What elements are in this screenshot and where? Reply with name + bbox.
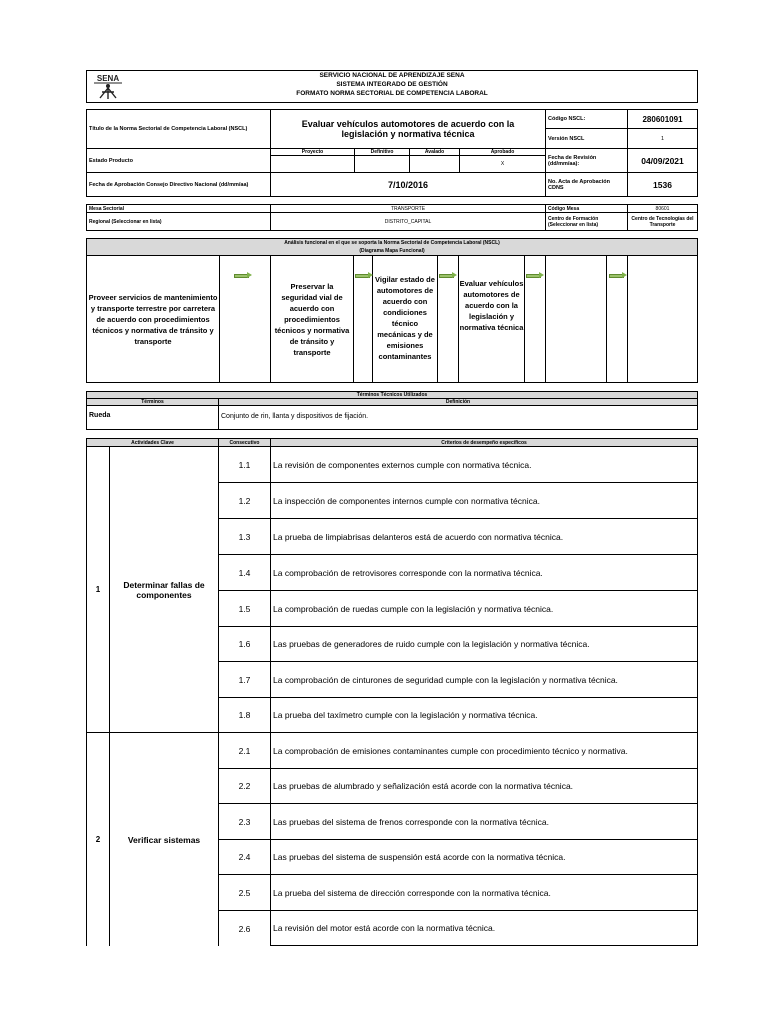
sena-logo-text: SENA bbox=[96, 74, 120, 83]
map-divider bbox=[545, 255, 546, 383]
acto-value: 1536 bbox=[627, 172, 698, 197]
group-1-number: 1 bbox=[86, 446, 110, 733]
map-divider bbox=[353, 255, 354, 383]
map-box-1: Proveer servicios de mantenimiento y transporte terrestre por carretera de acuerdo con procedimientos técnicos y normativa de tránsito y transporte bbox=[88, 292, 218, 346]
analisis-title-2: (Diagrama Mapa Funcional) bbox=[359, 248, 425, 254]
definicion-rueda: Conjunto de rin, llanta y dispositivos de fijación. bbox=[218, 405, 698, 430]
criterio-id: 1.3 bbox=[218, 518, 271, 555]
criterios-col-consecutivo: Consecutivo bbox=[218, 438, 271, 447]
estado-cell-avalado bbox=[409, 155, 460, 173]
criterio-id: 2.4 bbox=[218, 839, 271, 875]
estado-label: Estado Producto bbox=[86, 148, 271, 173]
map-box-2: Preservar la seguridad vial de acuerdo con procedimientos técnicos y normativa de tránsito y transporte bbox=[274, 281, 350, 357]
codigo-label: Código NSCL: bbox=[545, 109, 628, 129]
criterio-id: 2.6 bbox=[218, 910, 271, 946]
estado-col-proyecto: Proyecto bbox=[270, 148, 355, 156]
arrow-right-icon bbox=[439, 272, 457, 278]
titulo-label: Título de la Norma Sectorial de Competencia Laboral (NSCL) bbox=[86, 109, 271, 149]
mesa-label: Mesa Sectorial bbox=[86, 204, 271, 213]
criterio-text: Las pruebas del sistema de suspensión está acorde con la normativa técnica. bbox=[270, 839, 698, 875]
criterio-id: 1.7 bbox=[218, 661, 271, 698]
criterio-text: La prueba de limpiabrisas delanteros está de acuerdo con normativa técnica. bbox=[270, 518, 698, 555]
criterio-id: 2.1 bbox=[218, 732, 271, 769]
header-line-2: SISTEMA INTEGRADO DE GESTIÓN bbox=[336, 81, 448, 88]
map-divider bbox=[437, 255, 438, 383]
criterio-text: La prueba del sistema de dirección corresponde con la normativa técnica. bbox=[270, 874, 698, 911]
criterio-text: La comprobación de emisiones contaminantes cumple con procedimiento técnico y normativa. bbox=[270, 732, 698, 769]
estado-cell-definitivo bbox=[354, 155, 410, 173]
titulo-value: Evaluar vehículos automotores de acuerdo con la legislación y normativa técnica bbox=[270, 109, 546, 149]
criterio-id: 2.2 bbox=[218, 768, 271, 804]
criterio-text: La prueba del taxímetro cumple con la legislación y normativa técnica. bbox=[270, 697, 698, 733]
regional-label: Regional (Seleccionar en lista) bbox=[86, 212, 271, 231]
termino-rueda: Rueda bbox=[86, 405, 219, 430]
version-value: 1 bbox=[627, 128, 698, 149]
estado-col-avalado: Avalado bbox=[409, 148, 460, 156]
codigo-value: 280601091 bbox=[627, 109, 698, 129]
criterios-col-criterios: Criterios de desempeño específicos bbox=[270, 438, 698, 447]
criterio-id: 1.6 bbox=[218, 626, 271, 662]
map-divider bbox=[606, 255, 607, 383]
centro-value: Centro de Tecnologías del Transporte bbox=[627, 212, 698, 231]
estado-col-aprobado: Aprobado bbox=[459, 148, 546, 156]
criterio-text: La inspección de componentes internos cumple con normativa técnica. bbox=[270, 482, 698, 519]
criterio-text: La comprobación de ruedas cumple con la legislación y normativa técnica. bbox=[270, 590, 698, 627]
terminos-col-term: Términos bbox=[86, 398, 219, 406]
terminos-col-def: Definición bbox=[218, 398, 698, 406]
criterio-id: 1.2 bbox=[218, 482, 271, 519]
criterio-text: La comprobación de cinturones de seguridad cumple con la legislación y normativa técnica. bbox=[270, 661, 698, 698]
criterio-id: 1.4 bbox=[218, 554, 271, 591]
map-divider bbox=[219, 255, 220, 383]
map-divider bbox=[524, 255, 525, 383]
header-line-1: SERVICIO NACIONAL DE APRENDIZAJE SENA bbox=[319, 72, 465, 79]
group-1-activity: Determinar fallas de componentes bbox=[109, 446, 219, 733]
acto-label: No. Acta de Aprobación CDNS bbox=[545, 172, 628, 197]
criterio-id: 2.3 bbox=[218, 803, 271, 840]
regional-value: DISTRITO_CAPITAL bbox=[270, 212, 546, 231]
fecha-aprobacion-label: Fecha de Aprobación Consejo Directivo Nacional (dd/mm/aa) bbox=[86, 172, 271, 197]
fecha-aprobacion-value: 7/10/2016 bbox=[270, 172, 546, 197]
group-2-number: 2 bbox=[86, 732, 110, 946]
criterio-id: 1.5 bbox=[218, 590, 271, 627]
criterio-text: Las pruebas de alumbrado y señalización está acorde con la normativa técnica. bbox=[270, 768, 698, 804]
analisis-title-1: Análisis funcional en el que se soporta la Norma Sectorial de Competencia Laboral (NSCL) bbox=[284, 240, 500, 246]
codigo-mesa-label: Código Mesa bbox=[545, 204, 628, 213]
arrow-right-icon bbox=[234, 272, 252, 278]
fecha-revision-value: 04/09/2021 bbox=[627, 148, 698, 173]
criterio-text: La comprobación de retrovisores corresponde con la normativa técnica. bbox=[270, 554, 698, 591]
estado-cell-aprobado: X bbox=[459, 155, 546, 173]
criterio-text: La revisión de componentes externos cumple con normativa técnica. bbox=[270, 446, 698, 483]
criterios-col-actividades: Actividades Clave bbox=[86, 438, 219, 447]
mesa-value: TRANSPORTE bbox=[270, 204, 546, 213]
criterio-id: 1.8 bbox=[218, 697, 271, 733]
fecha-revision-label: Fecha de Revisión (dd/mm/aa): bbox=[545, 148, 628, 173]
terminos-title: Términos Técnicos Utilizados bbox=[86, 391, 698, 399]
criterio-text: Las pruebas de generadores de ruido cumple con la legislación y normativa técnica. bbox=[270, 626, 698, 662]
map-divider bbox=[627, 255, 628, 383]
map-divider bbox=[270, 255, 271, 383]
criterio-id: 1.1 bbox=[218, 446, 271, 483]
group-2-activity: Verificar sistemas bbox=[109, 732, 219, 946]
map-box-3: Vigilar estado de automotores de acuerdo con condiciones técnico mecánicas y de emisiones contaminantes bbox=[375, 275, 435, 361]
map-box-4: Evaluar vehículos automotores de acuerdo con la legislación y normativa técnica bbox=[459, 279, 524, 332]
arrow-right-icon bbox=[355, 272, 373, 278]
criterio-text: Las pruebas del sistema de frenos corresponde con la normativa técnica. bbox=[270, 803, 698, 840]
centro-label: Centro de Formación (Seleccionar en lista) bbox=[545, 212, 628, 231]
arrow-right-icon bbox=[609, 272, 627, 278]
codigo-mesa-value: 80601 bbox=[627, 204, 698, 213]
version-label: Versión NSCL bbox=[545, 128, 628, 149]
header-line-3: FORMATO NORMA SECTORIAL DE COMPETENCIA LABORAL bbox=[296, 90, 488, 97]
estado-col-definitivo: Definitivo bbox=[354, 148, 410, 156]
criterio-id: 2.5 bbox=[218, 874, 271, 911]
estado-cell-proyecto bbox=[270, 155, 355, 173]
arrow-right-icon bbox=[526, 272, 544, 278]
sena-logo bbox=[88, 72, 128, 101]
criterio-text: La revisión del motor está acorde con la normativa técnica. bbox=[270, 910, 698, 946]
